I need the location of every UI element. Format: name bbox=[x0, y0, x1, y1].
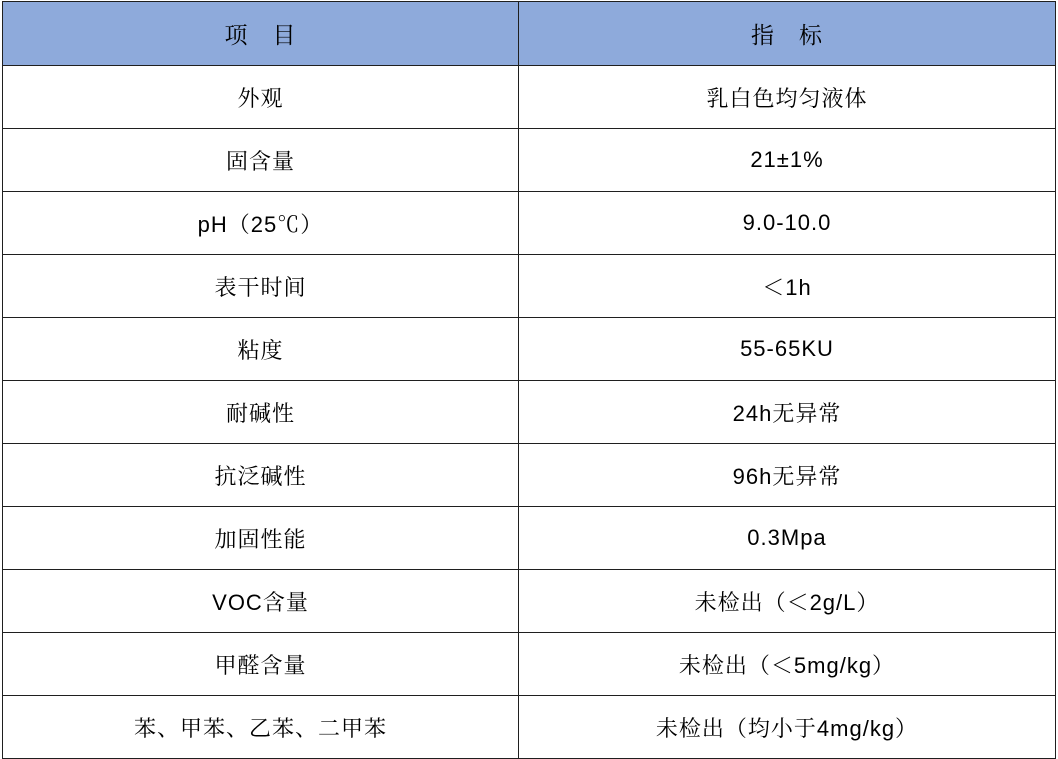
table-row bbox=[3, 66, 1056, 129]
spec-table-header bbox=[3, 2, 1056, 66]
spec-table bbox=[2, 1, 1056, 759]
table-row bbox=[3, 318, 1056, 381]
item-cell: 甲醛含量 bbox=[3, 633, 519, 696]
table-row bbox=[3, 570, 1056, 633]
table-row bbox=[3, 381, 1056, 444]
item-cell: 耐碱性 bbox=[3, 381, 519, 444]
value-cell: 9.0-10.0 bbox=[518, 192, 1055, 255]
value-cell: 未检出（＜2g/L） bbox=[518, 570, 1055, 633]
header-indicator: 指 标 bbox=[518, 2, 1055, 66]
header-item: 项 目 bbox=[3, 2, 519, 66]
table-row bbox=[3, 507, 1056, 570]
item-cell: pH（25℃） bbox=[3, 192, 519, 255]
value-cell: 96h无异常 bbox=[518, 444, 1055, 507]
table-row bbox=[3, 129, 1056, 192]
item-cell: 粘度 bbox=[3, 318, 519, 381]
item-cell: 抗泛碱性 bbox=[3, 444, 519, 507]
table-row bbox=[3, 255, 1056, 318]
item-cell: 苯、甲苯、乙苯、二甲苯 bbox=[3, 696, 519, 759]
value-cell: 乳白色均匀液体 bbox=[518, 66, 1055, 129]
header-row bbox=[3, 2, 1056, 66]
table-row bbox=[3, 633, 1056, 696]
value-cell: ＜1h bbox=[518, 255, 1055, 318]
value-cell: 24h无异常 bbox=[518, 381, 1055, 444]
spec-table-body bbox=[3, 66, 1056, 759]
value-cell: 21±1% bbox=[518, 129, 1055, 192]
item-cell: 加固性能 bbox=[3, 507, 519, 570]
item-cell: 固含量 bbox=[3, 129, 519, 192]
table-row bbox=[3, 192, 1056, 255]
table-row bbox=[3, 444, 1056, 507]
table-row bbox=[3, 696, 1056, 759]
item-cell: 外观 bbox=[3, 66, 519, 129]
value-cell: 0.3Mpa bbox=[518, 507, 1055, 570]
item-cell: VOC含量 bbox=[3, 570, 519, 633]
value-cell: 未检出（＜5mg/kg） bbox=[518, 633, 1055, 696]
value-cell: 55-65KU bbox=[518, 318, 1055, 381]
item-cell: 表干时间 bbox=[3, 255, 519, 318]
value-cell: 未检出（均小于4mg/kg） bbox=[518, 696, 1055, 759]
